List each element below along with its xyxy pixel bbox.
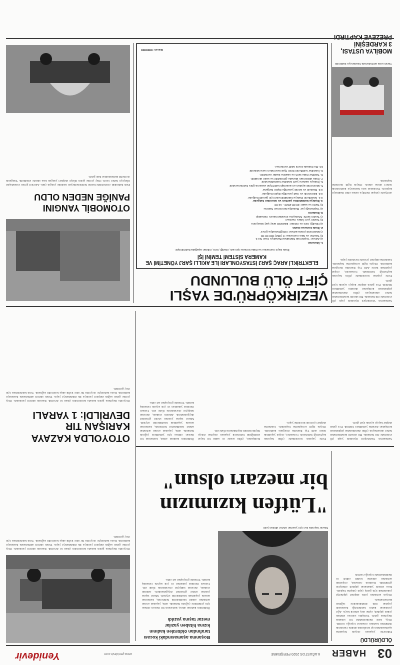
right-top-photo — [6, 555, 130, 643]
classified-item: a) Adresi: Yeşilırmak Mahallesi Belediye Cad. No:1 — [255, 237, 323, 242]
footer-rule — [6, 38, 394, 39]
classified-item: 4.2. Ekonomik ve mali yeterliğe ilişkin belgeler — [261, 191, 323, 196]
car-fire-photo — [6, 45, 130, 113]
bottom-left-headline-line-1: MOBİLYA USTASI, — [340, 47, 392, 53]
vezirkopru-headline: VEZİRKÖPRÜ'DE YAŞLI ÇİFT ÖLÜ BULUNDU — [169, 273, 328, 304]
top-left-paragraph-2: Olayın ardından polis ekipleri şüpheliyi yakalamak için geniş çaplı çalışma başlattı. Kısa sürede yakalanan şüpheli emniyete götürüldü. Kadının cenazesi, otopsinin ardından ailesine teslim edildi ve memleketinde toprağa verildi. — [336, 573, 392, 597]
main-kicker-line-1: Boşanma aşamasındaki kocası — [143, 635, 210, 640]
header-rule — [6, 645, 394, 646]
classified-item: 2- İhale konusu malın — [292, 226, 323, 231]
car-fire-body: Park halindeki otomobilde henüz belirlenemeyen nedenle yangın çıktı. Alevleri gören vatandaşlar itfaiyeye haber verdi. Olay yerine gelen itfaiye ekipleri yangını kısa sürede söndürdü. Yangında otomobil kullanılamaz hale geldi. — [6, 175, 130, 187]
middle-text-col-2: Evde yapılan incelemede çiftin hayatını kaybettiği belirlendi. Cenazeler, otopsi yapılmak üzere Adli Tıp Kurumu morguna kaldırıldı. Olayla ilgili soruşturma başlatıldı. Jandarma ekipleri çevrede inceleme yaptı. — [264, 421, 326, 441]
bottom-left-headline-line-3: PREZEVE KAPTIRDI — [333, 33, 392, 39]
bottom-left-headline-line-2: 3 KARDEŞİNİ — [353, 40, 392, 46]
issue-date: 6 AĞUSTOS 2020 PERŞEMBE — [271, 652, 320, 656]
classified-item: 3- İhalenin — [308, 210, 323, 215]
right-story-headline — [6, 409, 130, 444]
classified-title: ELEKTRİKLİ ARAÇ ŞARJ İSTASYONLARI İLE AKILLI ŞARJ YÖNETİMİ VE KAMERA SİSTEMİ TEMİNİ İŞİ — [145, 253, 319, 265]
vezirkopru-photo — [6, 219, 130, 301]
vezirkopru-paragraph-2: Evde yapılan incelemede çiftin hayatını kaybettiği belirlendi. Cenazeler, otopsi yapılmak üzere Adli Tıp Kurumu morguna kaldırıldı. Olayla ilgili soruşturma başlatıldı. Jandarma ekipleri çevrede inceleme yaptı. — [332, 258, 392, 278]
vezirkopru-rule — [6, 306, 394, 307]
column-divider — [133, 43, 134, 303]
classified-item: c) Elektronik posta adresi: info@belediye.gov.tr — [260, 229, 323, 234]
vezirkopru-paragraph-1: Samsun'un Vezirköprü ilçesinde yaşlı çift evlerinde ölü bulundu. Bir süredir kendilerinden haber alınamayan çiftin durumundan şüphelenen komşuları durumu yetkililere bildirdi. Eve gelen ekipler kapıyı açarak içeri girdi. — [332, 279, 392, 303]
classified-item: 10- Bu ihalede kısmi teklif verilemez. — [274, 165, 323, 170]
bottom-left-photo — [332, 67, 392, 137]
main-side-text: Öldürülen kadının ailesi, kızlarının bir mezarı olması için yetkililere çağrıda bulundu. Aile, yaşanan acının ardından adalet istediklerini belirterek, kızlarının anısını yaşatmak istediklerini söyledi. Mezar taşına yazılan sözler görenleri duygulandırdı. Ailenin avukatı, davanın takipçisi olacaklarını ifade etti. Cenaze törenine yakınları ve çok sayıda vatandaş katıldı. Törende gözyaşları sel oldu. — [142, 578, 210, 610]
newspaper-brand: Yenidevir — [15, 650, 60, 661]
main-story-photo — [218, 531, 328, 643]
page-number: 03 — [377, 646, 392, 661]
classified-subtitle: İhale kayıt numarası ve ihale konusu işin adı, niteliği, türü, miktarı aşağıda belirtilmiştir. — [174, 248, 290, 252]
right-headline-line-1: OTOYOLDA KAZAYA — [31, 432, 130, 443]
main-kicker-line-3: kızına hitaben yazılar — [164, 623, 210, 628]
woman-portrait-photo — [218, 531, 328, 643]
truck-accident-photo — [6, 555, 130, 643]
bottom-left-body: Atölyede çalışan mobilya ustası elini makineye kaptırdı. Yaralanan usta hastaneye kaldırılarak tedavi altına alındı. Olayla ilgili inceleme başlatıldı. — [332, 179, 392, 195]
main-kicker-line-4: mezar taşına yazıldı — [167, 617, 210, 622]
middle-text-col-3: Komşuları, çiftin sessiz ve sakin bir hayat sürdüğünü belirterek yaşanan olaydan dolayı büyük üzüntü duyduklarını ifade etti. — [198, 429, 260, 441]
bottom-left-photo-caption: Yaralı usta ambulansla hastaneye kaldırıldı — [334, 62, 392, 66]
classified-items — [137, 162, 327, 246]
main-kicker — [142, 616, 210, 640]
top-left-kicker: ÖLDÜRÜLDÜ — [360, 636, 392, 642]
bottom-left-headline — [330, 32, 392, 53]
middle-text-col-1: Samsun'un Vezirköprü ilçesinde yaşlı çift evlerinde ölü bulundu. Bir süredir kendilerinden haber alınamayan çiftin durumundan şüphelenen komşuları durumu yetkililere bildirdi. Eve gelen ekipler kapıyı açarak içeri girdi. — [330, 421, 392, 441]
classified-item: 8- Teklifler ihale tarih ve saatine kadar verilebilir. — [259, 172, 323, 177]
top-left-text — [336, 484, 392, 634]
classified-item: b) Teslim yeri: İdare merkezi — [285, 218, 323, 223]
column-divider — [331, 451, 332, 641]
classified-item: 6- İhaleye sadece yerli istekliler katılabilecektir. — [260, 180, 323, 185]
section-label: HABER — [331, 648, 366, 658]
classified-item: c) Teslim tarihi: Sözleşme imzalanmasını müteakip — [255, 214, 323, 219]
main-headline: "Lütfen kızımızın bir mezarı olsun" — [159, 469, 328, 518]
middle-rule — [136, 446, 394, 447]
column-divider — [331, 43, 332, 303]
classified-item: 4- İhaleye katılabilme şartları ve istenilen belgeler — [252, 199, 323, 204]
website: www.yenidevir.com — [103, 652, 132, 656]
right-story-body: Otoyolda meydana gelen kazada kontrolden çıkan tır devrildi. Kazada sürücü yaralandı. Olay yerine gelen sağlık ekipleri yaralıya ilk müdahaleyi yaptı. Yaralı sürücü ambulansla hastaneye kaldırıldı. Kaza nedeniyle otoyolda bir süre trafik akışı kontrollü sağlandı. Tırın kaldırılması için vinç getirildi. — [6, 387, 130, 403]
classified-item: b) Tarihi ve saati: 20.08.2020 - 11:00 — [274, 203, 323, 208]
right-headline-line-2: KARIŞAN TIR — [65, 420, 130, 432]
classified-item: 9- İstekliler tekliflerini birim fiyat üzerinden vereceklerdir. — [248, 169, 323, 174]
right-headline-line-3: DEVRİLDİ: 1 YARALI — [32, 409, 130, 420]
classified-item: a) Niteliği, türü ve miktarı: Elektrikli araç şarj istasyonu — [251, 222, 323, 227]
burning-car-photo — [6, 45, 130, 113]
classified-item: 7- İhale dokümanı idarede görülebilir ve satın alınabilir. — [250, 176, 323, 181]
car-fire-headline-line-2: PANİĞE NEDEN OLDU — [34, 192, 130, 203]
car-fire-headline — [6, 192, 130, 213]
classified-item: 4.1. İsteklilerin ihaleye katılabilmeleri için gerekli belgeler — [247, 195, 323, 200]
classified-item: a) Yapılacağı yer: Belediye Encümen Salonu — [263, 207, 323, 212]
main-kicker-line-2: tarafından öldürülen kadının — [149, 629, 210, 634]
house-scene-photo — [6, 219, 130, 301]
right-top-text: Otoyolda meydana gelen kazada kontrolden çıkan tır devrildi. Kazada sürücü yaralandı. Olay yerine gelen sağlık ekipleri yaralıya ilk müdahaleyi yaptı. Yaralı sürücü ambulansla hastaneye kaldırıldı. Kaza nedeniyle otoyolda bir süre trafik akışı kontrollü sağlandı. Tırın kaldırılması için vinç getirildi. — [6, 535, 130, 551]
middle-text-col-4: Öldürülen kadının ailesi, kızlarının bir mezarı olması için yetkililere çağrıda bulundu. Aile, yaşanan acının ardından adalet istediklerini belirterek, kızlarının anısını yaşatmak istediklerini söyledi. Mezar taşına yazılan sözler görenleri duygulandırdı. Ailenin avukatı, davanın takipçisi olacaklarını ifade etti. Cenaze törenine yakınları ve çok sayıda vatandaş katıldı. Törende gözyaşları sel oldu. — [140, 401, 194, 441]
classified-box — [136, 43, 328, 269]
classified-item: 4.3. Mesleki ve teknik yeterliğe ilişkin belgeler — [262, 188, 323, 193]
ambulance-photo — [332, 67, 392, 137]
column-divider — [135, 311, 136, 641]
classified-item: 5- Ekonomik açıdan en avantajlı teklif fiyat esasına göre belirlenecektir. — [228, 184, 323, 189]
main-photo-caption: Mezar taşında kızı için yazılan sözler dikkat çekti — [263, 526, 328, 530]
classified-item: b) Telefon ve faks numarası: 0 (362) 000 00 00 — [260, 233, 323, 238]
classified-item: 1- İdarenin — [307, 241, 323, 246]
classified-footer: Basın: 0000000 — [141, 47, 163, 52]
top-left-paragraph-1: Edirne'de yaşanan olayda boşanma aşamasındaki eşi tarafından silahla vurularak öldürülen kadının cenazesi toprağa verildi. Olay, kent merkezindeki bir sokakta meydana geldi. Tartışma sonrası silahını çeken şüpheli, eşine ateş ederek kaçtı. Ağır yaralanan kadın kaldırıldığı hastanede yapılan tüm müdahalelere rağmen kurtarılamadı. — [336, 598, 392, 634]
car-fire-headline-line-1: OTOMOBİL YANGINI — [42, 203, 130, 213]
